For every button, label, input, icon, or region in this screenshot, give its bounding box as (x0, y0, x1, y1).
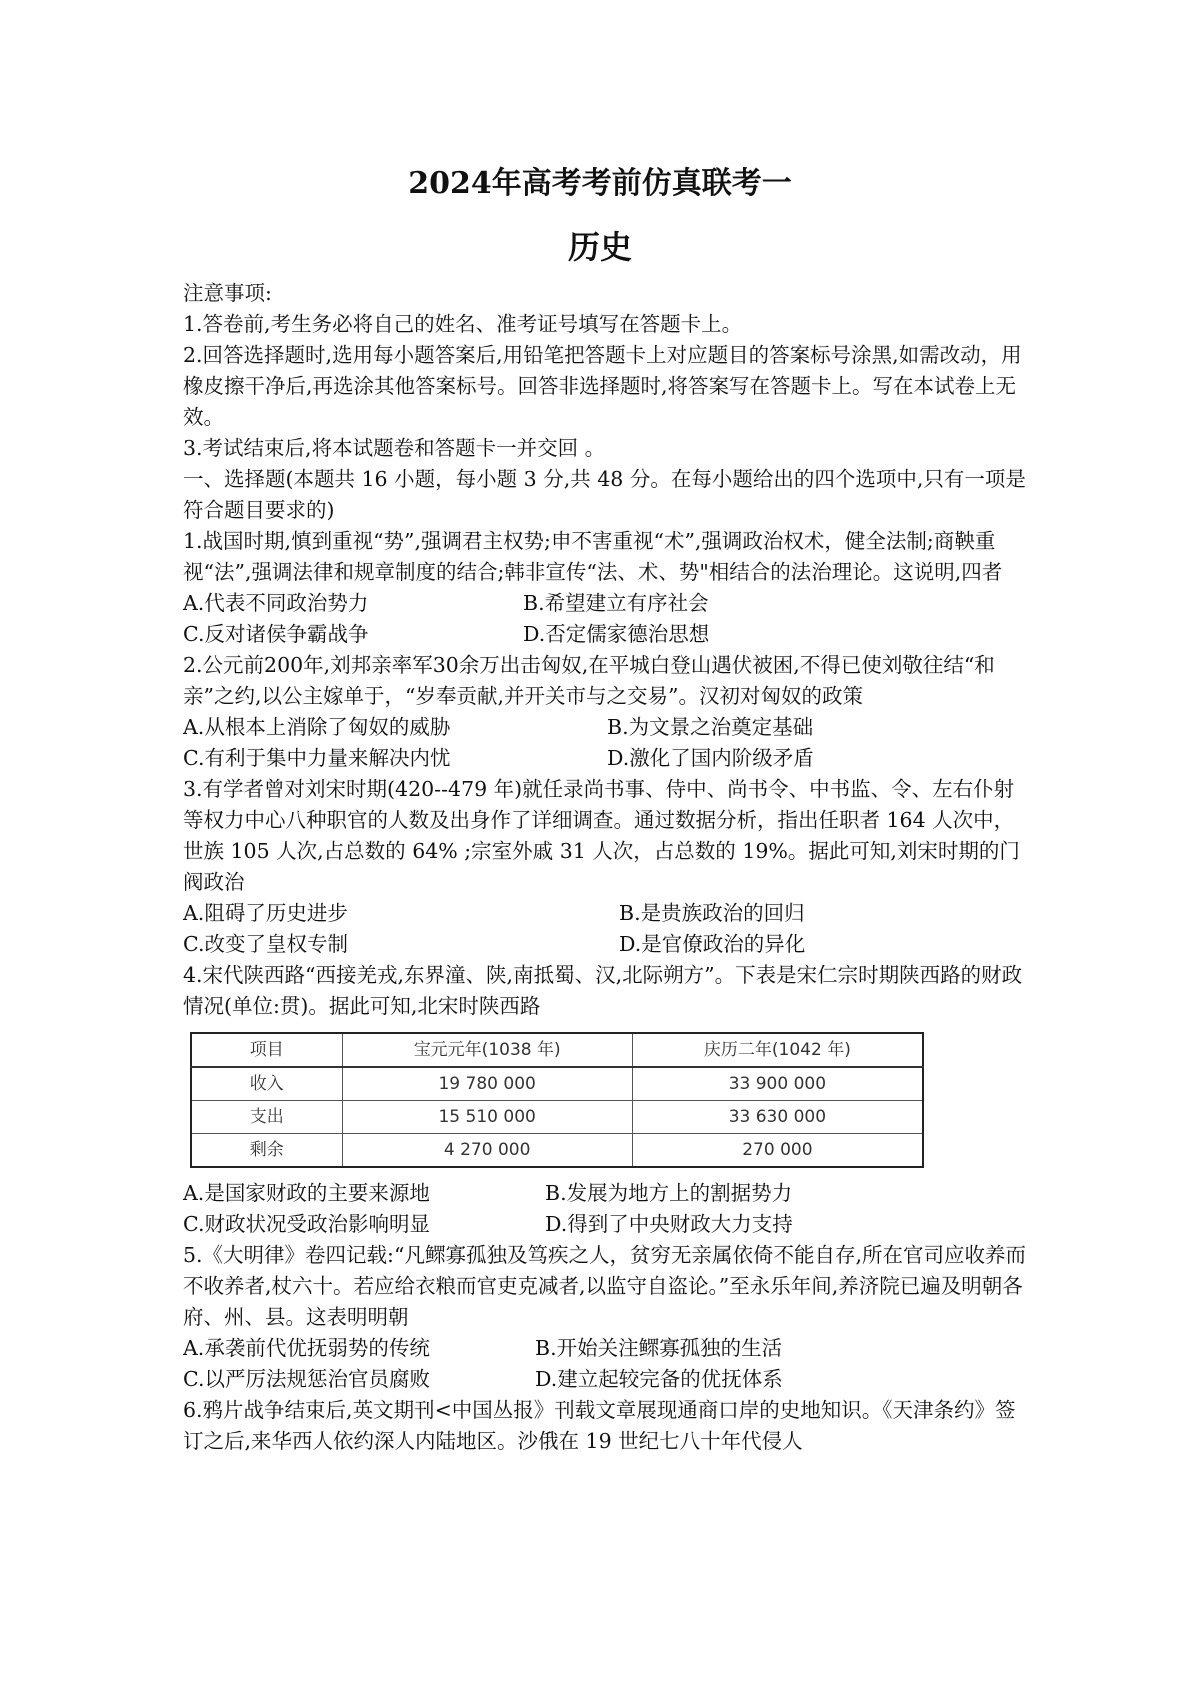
option-c[interactable]: C.改变了皇权专制 (183, 932, 348, 956)
option-d[interactable]: D.建立起较完备的优抚体系 (535, 1367, 783, 1391)
question-6 (183, 1395, 1033, 1457)
options-row (183, 1333, 1033, 1364)
notice-item: 2.回答选择题时,选用每小题答案后,用铅笔把答题卡上对应题目的答案标号涂黑,如需改动，用橡皮擦干净后,再选涂其他答案标号。回答非选择题时,将答案写在答题卡上。写在本试卷上无效。 (183, 343, 1022, 429)
options-row (183, 898, 1033, 929)
question-stem: 6.鸦片战争结束后,英文期刊<中国丛报》刊载文章展现通商口岸的史地知识。《天津条约》签订之后,来华西人依约深人内陆地区。沙俄在 19 世纪七八十年代侵人 (183, 1398, 1016, 1453)
options-row (183, 1364, 1033, 1395)
table-cell: 19 780 000 (342, 1067, 632, 1101)
table-row (191, 1101, 923, 1134)
options-row (183, 712, 1033, 743)
table-header: 庆历二年(1042 年) (632, 1033, 923, 1067)
option-b[interactable]: B.希望建立有序社会 (523, 591, 709, 615)
table-cell: 33 630 000 (632, 1101, 923, 1134)
option-d[interactable]: D.是官僚政治的异化 (619, 932, 806, 956)
option-a[interactable]: A.代表不同政治势力 (183, 591, 369, 615)
option-b[interactable]: B.发展为地方上的割据势力 (545, 1181, 793, 1205)
option-b[interactable]: B.是贵族政治的回归 (619, 901, 805, 925)
question-3 (183, 774, 1033, 960)
question-1 (183, 526, 1033, 650)
table-cell: 剩余 (191, 1134, 342, 1168)
exam-title: 2024年高考考前仿真联考一 (408, 166, 792, 201)
question-stem: 1.战国时期,慎到重视“势”,强调君主权势;申不害重视“术”,强调政治权术，健全法制;商鞅重视“法”,强调法律和规章制度的结合;韩非宣传“法、术、势"相结合的法治理论。这说明,四者 (183, 529, 1003, 584)
section-title: 一、选择题(本题共 16 小题，每小题 3 分,共 48 分。在每小题给出的四个选项中,只有一项是符合题目要求的) (183, 467, 1026, 522)
option-d[interactable]: D.否定儒家德治思想 (523, 622, 710, 646)
options-row (183, 929, 1033, 960)
options-row (183, 1209, 1033, 1240)
option-a[interactable]: A.从根本上消除了匈奴的威胁 (183, 715, 451, 739)
notice-item: 3.考试结束后,将本试题卷和答题卡一并交回 。 (183, 436, 606, 460)
table-cell: 收入 (191, 1067, 342, 1101)
options-row (183, 619, 1033, 650)
subject-title: 历史 (567, 228, 632, 266)
option-b[interactable]: B.为文景之治奠定基础 (607, 715, 814, 739)
option-c[interactable]: C.反对诸侯争霸战争 (183, 622, 369, 646)
question-stem: 4.宋代陕西路“西接羌戎,东界潼、陕,南抵蜀、汉,北际朔方”。下表是宋仁宗时期陕西路的财政情况(单位:贯)。据此可知,北宋时陕西路 (183, 963, 1023, 1018)
option-a[interactable]: A.阻碍了历史进步 (183, 901, 348, 925)
option-c[interactable]: C.有利于集中力量来解决内忧 (183, 746, 451, 770)
option-b[interactable]: B.开始关注鳏寡孤独的生活 (535, 1336, 783, 1360)
option-c[interactable]: C.以严厉法规惩治官员腐败 (183, 1367, 430, 1391)
table-row (191, 1067, 923, 1101)
finance-table (190, 1032, 924, 1168)
table-header: 项目 (191, 1033, 342, 1067)
question-5 (183, 1240, 1033, 1395)
table-header: 宝元元年(1038 年) (342, 1033, 632, 1067)
question-4 (183, 960, 1033, 1240)
question-stem: 3.有学者曾对刘宋时期(420--479 年)就任录尚书事、侍中、尚书令、中书监、令、左右仆射等权力中心八种职官的人数及出身作了详细调查。通过数据分析，指出任职者 164 人次中，世族 105 人次,占总数的 64% ;宗室外戚 31 人次，占总数的 19%。据此可知,刘宋时期的门阀政治 (183, 777, 1020, 894)
table-cell: 支出 (191, 1101, 342, 1134)
option-d[interactable]: D.得到了中央财政大力支持 (545, 1212, 793, 1236)
option-a[interactable]: A.承袭前代优抚弱势的传统 (183, 1336, 430, 1360)
question-stem: 2.公元前200年,刘邦亲率军30余万出击匈奴,在平城白登山遇伏被困,不得已使刘敬往结“和亲”之约,以公主嫁单于，“岁奉贡献,并开关市与之交易”。汉初对匈奴的政策 (183, 653, 995, 708)
exam-content (183, 278, 1033, 1457)
table-row (191, 1134, 923, 1168)
options-row (183, 588, 1033, 619)
table-cell: 270 000 (632, 1134, 923, 1168)
option-d[interactable]: D.激化了国内阶级矛盾 (607, 746, 814, 770)
table-cell: 33 900 000 (632, 1067, 923, 1101)
notice-item: 1.答卷前,考生务必将自己的姓名、准考证号填写在答题卡上。 (183, 312, 743, 336)
options-row (183, 1178, 1033, 1209)
question-2 (183, 650, 1033, 774)
notice-heading: 注意事项: (183, 281, 272, 305)
table-cell: 4 270 000 (342, 1134, 632, 1168)
table-cell: 15 510 000 (342, 1101, 632, 1134)
options-row (183, 743, 1033, 774)
option-c[interactable]: C.财政状况受政治影响明显 (183, 1212, 430, 1236)
table-header-row (191, 1033, 923, 1067)
question-stem: 5.《大明律》卷四记载:“凡鳏寡孤独及笃疾之人，贫穷无亲属依倚不能自存,所在官司应收养而不收养者,杖六十。若应给衣粮而官吏克减者,以监守自盗论。”至永乐年间,养济院已遍及明朝各府、州、县。这表明明朝 (183, 1243, 1026, 1329)
option-a[interactable]: A.是国家财政的主要来源地 (183, 1181, 430, 1205)
